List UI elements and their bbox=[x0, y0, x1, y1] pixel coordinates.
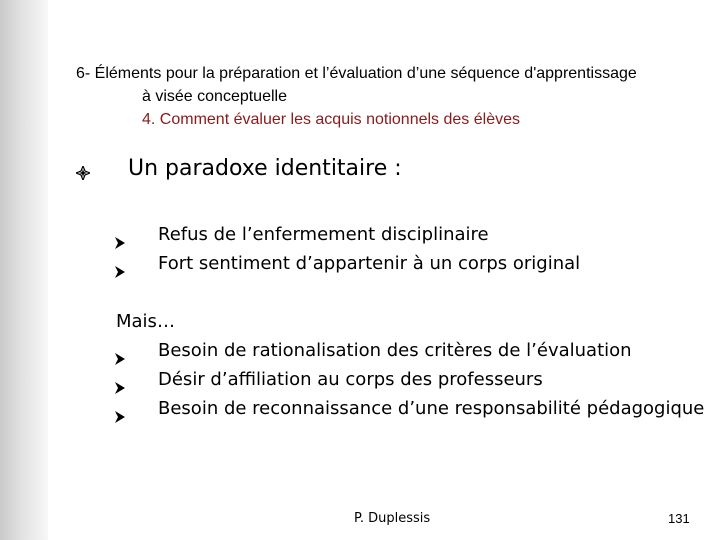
slide-header bbox=[76, 62, 637, 131]
list-item-text: Désir d’affiliation au corps des professeurs bbox=[158, 369, 543, 390]
footer-author: P. Duplessis bbox=[354, 511, 431, 526]
arrow-bullet-icon bbox=[114, 403, 126, 415]
header-title-continuation: à visée conceptuelle bbox=[142, 88, 287, 105]
slide-left-gradient-strip bbox=[0, 0, 48, 540]
arrow-bullet-icon bbox=[114, 345, 126, 357]
header-title-line: 6- Éléments pour la préparation et l’évaluation d’une séquence d'apprentissage bbox=[76, 65, 637, 82]
bullet-list-paradox bbox=[114, 220, 580, 278]
diamond-bullet-icon bbox=[76, 166, 90, 180]
list-item bbox=[114, 220, 580, 249]
header-subtitle: 4. Comment évaluer les acquis notionnels des élèves bbox=[142, 111, 520, 128]
section-title: Un paradoxe identitaire : bbox=[128, 156, 402, 181]
mais-label: Mais… bbox=[116, 311, 175, 332]
list-item-text: Besoin de rationalisation des critères de l’évaluation bbox=[158, 340, 632, 361]
list-item bbox=[114, 336, 704, 365]
arrow-bullet-icon bbox=[114, 229, 126, 241]
list-item bbox=[114, 365, 704, 394]
bullet-list-needs bbox=[114, 336, 704, 423]
list-item-text: Refus de l’enfermement disciplinaire bbox=[158, 224, 489, 245]
arrow-bullet-icon bbox=[114, 374, 126, 386]
arrow-bullet-icon bbox=[114, 258, 126, 270]
list-item-text: Besoin de reconnaissance d’une responsabilité pédagogique bbox=[158, 398, 705, 419]
list-item bbox=[114, 394, 704, 423]
list-item-text: Fort sentiment d’appartenir à un corps original bbox=[158, 253, 581, 274]
list-item bbox=[114, 249, 580, 278]
page-number: 131 bbox=[668, 511, 690, 526]
